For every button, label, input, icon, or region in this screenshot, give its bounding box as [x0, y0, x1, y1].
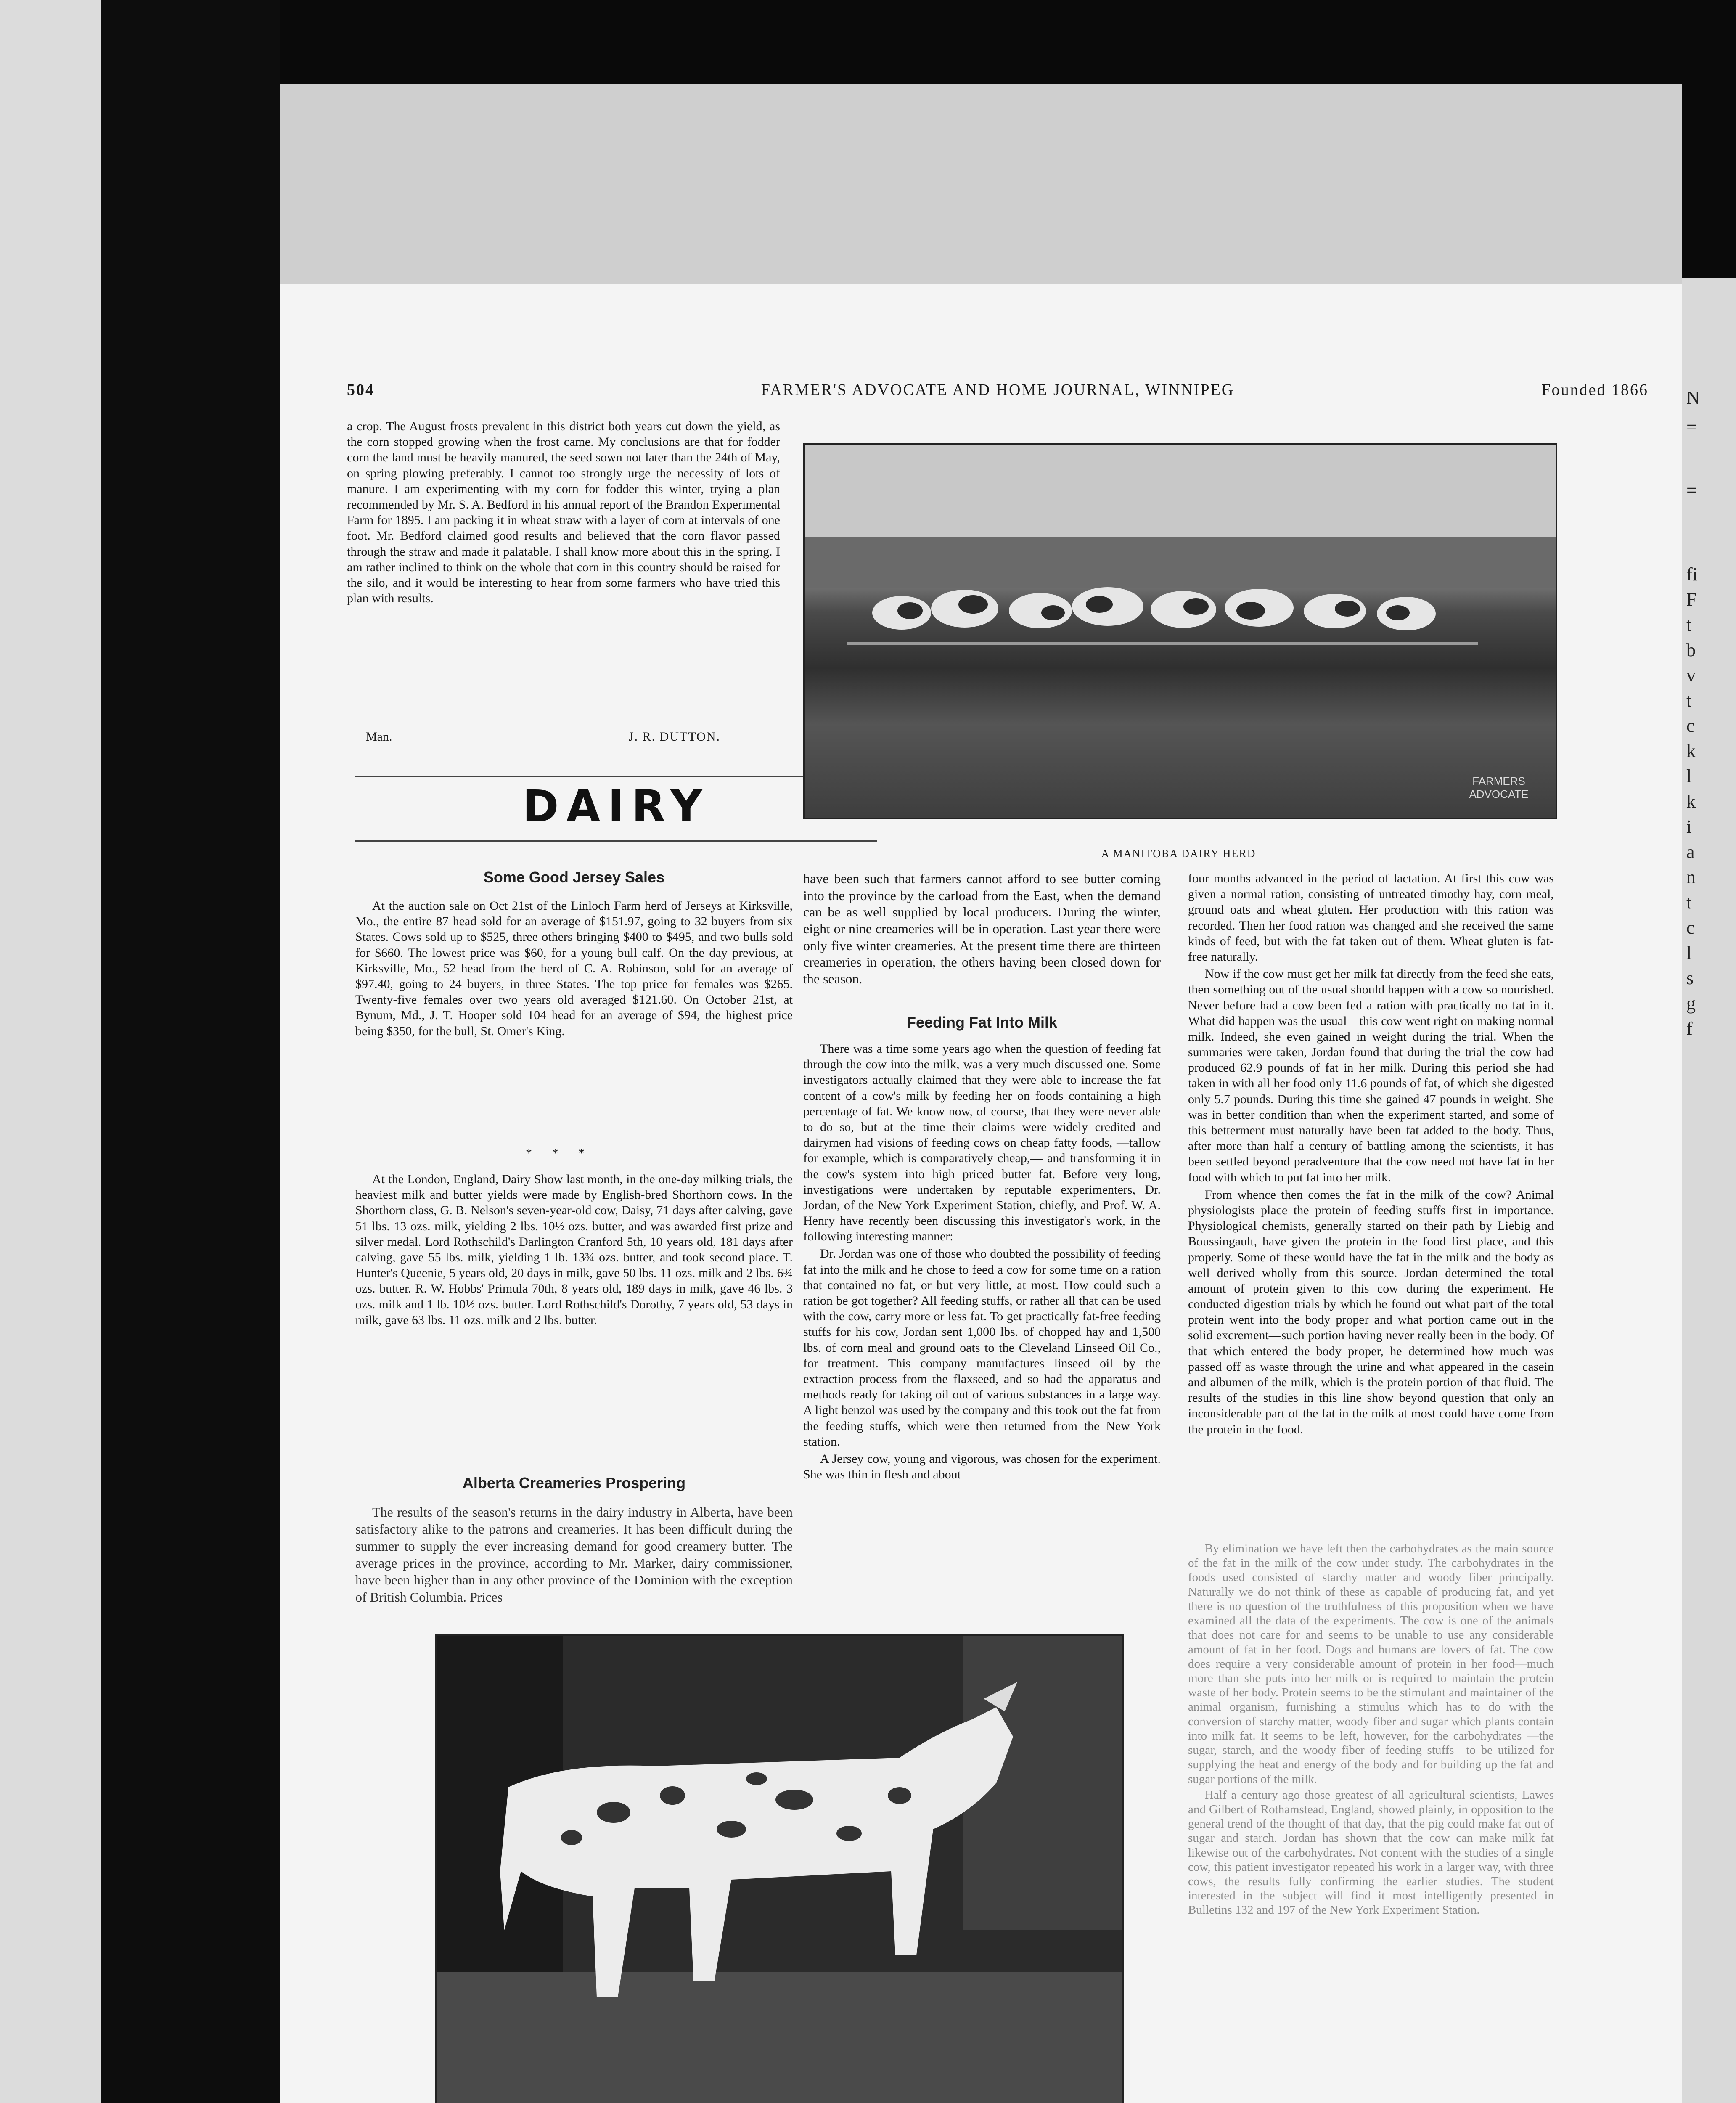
corn-article-text: a crop. The August frosts prevalent in this district both years cut down the yield, as the corn stopped growing when the frost came. My conclusions are that for fodder corn the land must be heavily manured, the seed sown not later than the 24th of May, on spring plowing preferably. I cannot too strongly urge the necessity of lots of manure. I am experimenting with my corn for fodder this winter, trying a plan recommended by Mr. S. A. Bedford in his annual report of the Brandon Experimental Farm for 1895. I am packing it in wheat straw with a layer of corn at intervals of one foot. Mr. Bedford claimed good results and believed that the corn flavor passed through the straw and made it palatable. I shall know more about this in the spring. I am rather inclined to think on the whole that corn in this country should be raised for the silo, and it would be interesting to hear from some farmers who have tried this plan with results.	[347, 419, 780, 606]
feeding-fat-col-3	[1188, 871, 1554, 1439]
fragment-text: l	[1686, 766, 1692, 787]
fragment-text: v	[1686, 665, 1696, 686]
fragment-text: N	[1686, 387, 1700, 408]
section-title: DAIRY	[522, 781, 710, 832]
running-title: FARMER'S ADVOCATE AND HOME JOURNAL, WINNIPEG	[761, 381, 1235, 399]
cow-illustration	[437, 1636, 1122, 2103]
dairy-herd-photo	[803, 443, 1557, 819]
alberta-heading: Alberta Creameries Prospering	[462, 1474, 686, 1491]
adjacent-page-fragment	[1682, 278, 1736, 2103]
fragment-text: t	[1686, 614, 1692, 635]
dairy-show-article	[355, 1171, 793, 1330]
running-header	[347, 381, 1649, 406]
fragment-text: a	[1686, 842, 1695, 862]
fragment-text: t	[1686, 892, 1692, 913]
fragment-text: k	[1686, 741, 1696, 761]
fragment-text: s	[1686, 968, 1694, 988]
feeding-fat-para: Dr. Jordan was one of those who doubted the possibility of feeding fat into the milk and he chose to feed a cow for some time on a ration that contained no fat, or but very little, at most. How could such a ration be got together? All feeding stuffs, or rather all that can be used with the cow, carry more or less fat. To get practically fat-free feeding stuffs for his cow, Jordan sent 1,000 lbs. of chopped hay and 1,500 lbs. of corn meal and ground oats to the Cleveland Linseed Oil Co., for treatment. This company manufactures linseed oil by the extraction process from the flaxseed, and so had the apparatus and methods ready for taking oil out of various substances in a large way. A light benzol was used by the company and this took out the fat from the feeding stuffs, which were then returned from the New York station.	[803, 1247, 1161, 1449]
fragment-text: l	[1686, 943, 1692, 963]
newspaper-page	[280, 284, 1682, 2103]
fragment-text: f	[1686, 1018, 1693, 1039]
feeding-fat-para: four months advanced in the period of lactation. At first this cow was given a normal ration, consisting of untreated timothy hay, corn meal, ground oats and wheat gluten. Her production with this ration was recorded. Then her food ration was changed and she received the same kinds of feed, but with the fat taken out of them. Wheat gluten is fat-free naturally.	[1188, 871, 1554, 964]
alberta-para: The results of the season's returns in the dairy industry in Alberta, have been satisfactory alike to the patrons and creameries. It has been difficult during the summer to supply the ever increasing demand for good creamery butter. The average prices in the province, according to Mr. Marker, dairy commissioner, have been higher than in any other province of the Dominion with the exception of British Columbia. Prices	[355, 1504, 793, 1605]
feeding-fat-para: A Jersey cow, young and vigorous, was chosen for the experiment. She was thin in flesh and about	[803, 1451, 1161, 1482]
jersey-sales-article	[355, 898, 793, 1041]
feeding-fat-col-2	[803, 1041, 1161, 1484]
fragment-text: =	[1686, 480, 1697, 501]
corn-article-author: J. R. DUTTON.	[629, 730, 720, 744]
fragment-text: k	[1686, 791, 1696, 812]
herd-photo-caption: A MANITOBA DAIRY HERD	[1101, 848, 1256, 860]
corn-article	[347, 418, 780, 608]
fragment-text: t	[1686, 690, 1692, 711]
fragment-text: =	[1686, 417, 1697, 437]
feeding-fat-para: Now if the cow must get her milk fat directly from the feed she eats, then something out of the usual should happen with a cow so nourished. Never before had a cow been fed a ration with practically no fat in it. What did happen was the usual—this cow went right on making normal milk. Indeed, she even gained in weight during the trial. When the summaries were taken, Jordan found that during the trial the cow had produced 62.9 pounds of fat in her milk. During this period she had taken in with all her food only 11.6 pounds of fat, of which she digested only 5.7 pounds. During this time she gained 47 pounds in weight. She was in better condition than when the experiment started, and some of this betterment must naturally have been fat added to the body. Thus, after more than half a century of battling among the scientists, it has been settled beyond peradventure that the cow need not have fat in her food with which to put fat into her milk.	[1188, 967, 1554, 1184]
fragment-text: b	[1686, 640, 1696, 660]
alberta-continued-para: have been such that farmers cannot afford to see butter coming into the province by the carload from the East, when the demand can be as well supplied by local producers. During the winter, eight or nine creameries will be in operation. Last year there were only five winter creameries. At the present time there are thirteen creameries in operation, the others having been closed down for the season.	[803, 871, 1161, 987]
section-separator: * * *	[526, 1146, 593, 1160]
feeding-fat-para: From whence then comes the fat in the milk of the cow? Animal physiologists place the protein of feeding stuffs first in importance. Physiological chemists, generally started on their path by Liebig and Boussingault, have given the protein in the food first place, and this properly. Some of these would have the fat in the milk and the body as well derived wholly from this source. Jordan determined the total amount of protein given to this cow during the experiment. He conducted digestion trials by which he found out what part of the total protein went into the body proper and what portion came out in the solid excrement—such portion having never really been in the body. Of that which entered the body proper, he determined how much was passed off as waste through the urine and what appeared in the casein and albumen of the milk, which is the protein portion of that fluid. The results of the studies in this line show beyond question that only an inconsiderable part of the fat in the milk at most could have come from the protein in the food.	[1188, 1187, 1554, 1436]
dairy-show-para: At the London, England, Dairy Show last month, in the one-day milking trials, the heaviest milk and butter yields were made by English-bred Shorthorn cows. In the Shorthorn class, G. B. Nelson's seven-year-old cow, Daisy, 71 days after calving, gave 51 lbs. 13 ozs. milk, yielding 2 lbs. 10½ ozs. butter, and was awarded first prize and silver medal. Lord Rothschild's Darlington Cranford 5th, 10 years old, 181 days after calving, gave 55 lbs. milk, yielding 1 lb. 13¾ ozs. butter, and took second place. T. Hunter's Queenie, 5 years old, 20 days in milk, gave 50 lbs. 11 ozs. milk and 2 lbs. 6¾ ozs. butter. R. W. Hobbs' Primula 70th, 8 years old, 189 days in milk, gave 46 lbs. 3 ozs. milk and 1 lb. 10½ ozs. butter. Lord Rothschild's Dorothy, 7 years old, 53 days in milk, gave 63 lbs. 11 ozs. milk and 2 lbs. butter.	[355, 1172, 793, 1327]
alberta-article	[355, 1504, 793, 1607]
founded-note: Founded 1866	[1541, 381, 1649, 399]
photo-watermark: FARMERS ADVOCATE	[1469, 775, 1529, 800]
fragment-text: n	[1686, 867, 1696, 887]
corn-article-place: Man.	[366, 730, 392, 744]
frame-left-band	[101, 0, 280, 2103]
frame-behind-page	[280, 84, 1682, 284]
ayrshire-cow-photo	[435, 1634, 1124, 2103]
jersey-sales-para: At the auction sale on Oct 21st of the Linloch Farm herd of Jerseys at Kirksville, Mo., the entire 87 head sold for an average of $151.97, going to 32 buyers from six States. Cows sold up to $525, three others bringing $400 to $495, and two bulls sold for $660. The lowest price was $60, for a young bull calf. On the day previous, at Kirksville, Mo., 52 head from the herd of C. A. Robinson, sold for an average of $97.40, going to 24 buyers, in three States. The top price for females was $265. Twenty-five females over two years old averaged $121.60. On October 21st, at Bynum, Md., J. T. Hooper sold 104 head for an average of $94, the highest price being $350, for the bull, St. Omer's King.	[355, 899, 793, 1038]
section-banner	[355, 776, 877, 842]
feeding-fat-para: Half a century ago those greatest of all agricultural scientists, Lawes and Gilbert of Rothamstead, England, showed plainly, in opposition to the general trend of the thought of that day, that the pig could make fat out of sugar and starch. Jordan has shown that the cow can make milk fat likewise out of the carbohydrates. Not content with the studies of a single cow, this patient investigator repeated his work in a larger way, with three cows, the results fully confirming the earlier studies. The student interested in the subject will find it most intelligently presented in Bulletins 132 and 197 of the New York Experiment Station.	[1188, 1788, 1554, 1917]
fragment-text: F	[1686, 589, 1697, 610]
fragment-text: i	[1686, 816, 1692, 837]
fragment-text: c	[1686, 917, 1695, 938]
feeding-fat-heading: Feeding Fat Into Milk	[907, 1014, 1057, 1031]
jersey-sales-heading: Some Good Jersey Sales	[483, 869, 665, 886]
feeding-fat-col-3-lower	[1188, 1541, 1554, 1919]
herd-illustration	[805, 445, 1556, 818]
fragment-text: g	[1686, 993, 1696, 1014]
frame-left-margin	[0, 0, 101, 2103]
fragment-text: fi	[1686, 564, 1698, 585]
feeding-fat-para: By elimination we have left then the carbohydrates as the main source of the fat in the milk of the cow under study. The carbohydrates in the foods used consisted of starchy matter and woody fiber principally. Naturally we do not think of these as capable of producing fat, and yet there is no question of the truthfulness of this proposition when we have examined all the data of the experiments. The cow is one of the animals that does not care for and seems to be unable to use any considerable amount of fat in her food. Dogs and humans are lovers of fat. The cow does require a very considerable amount of protein in her food—much more than she puts into her milk or is required to maintain the protein waste of her body. Protein seems to be the stimulant and maintainer of the animal organism, furnishing a stimulus which has to do with the conversion of starchy matter, woody fiber and sugar which plants contain into milk fat. It seems to be left, however, for the carbohydrates —the sugar, starch, and the woody fiber of feeding stuffs—to be utilized for supplying the heat and energy of the body and for building up the fat and sugar portions of the milk.	[1188, 1542, 1554, 1786]
page-number: 504	[347, 381, 375, 399]
feeding-fat-para: There was a time some years ago when the question of feeding fat through the cow into the milk, was a very much discussed one. Some investigators actually claimed that they were able to increase the fat content of a cow's milk by feeding her on foods containing a high percentage of fat. We know now, of course, that they were never able to do so, but at the time their claims were widely credited and dairymen had visions of feeding cows on cheap fatty foods, —tallow for example, which is comparatively cheap,— and transforming it in the cow's system into high priced butter fat. Before very long, investigations were undertaken by reputable experimenters, Dr. Jordan, of the New York Experiment Station, chiefly, and Prof. W. A. Henry have recently been discussing this investigator's work, in the following interesting manner:	[803, 1042, 1161, 1244]
fragment-text: c	[1686, 715, 1695, 736]
alberta-continued	[803, 871, 1161, 989]
